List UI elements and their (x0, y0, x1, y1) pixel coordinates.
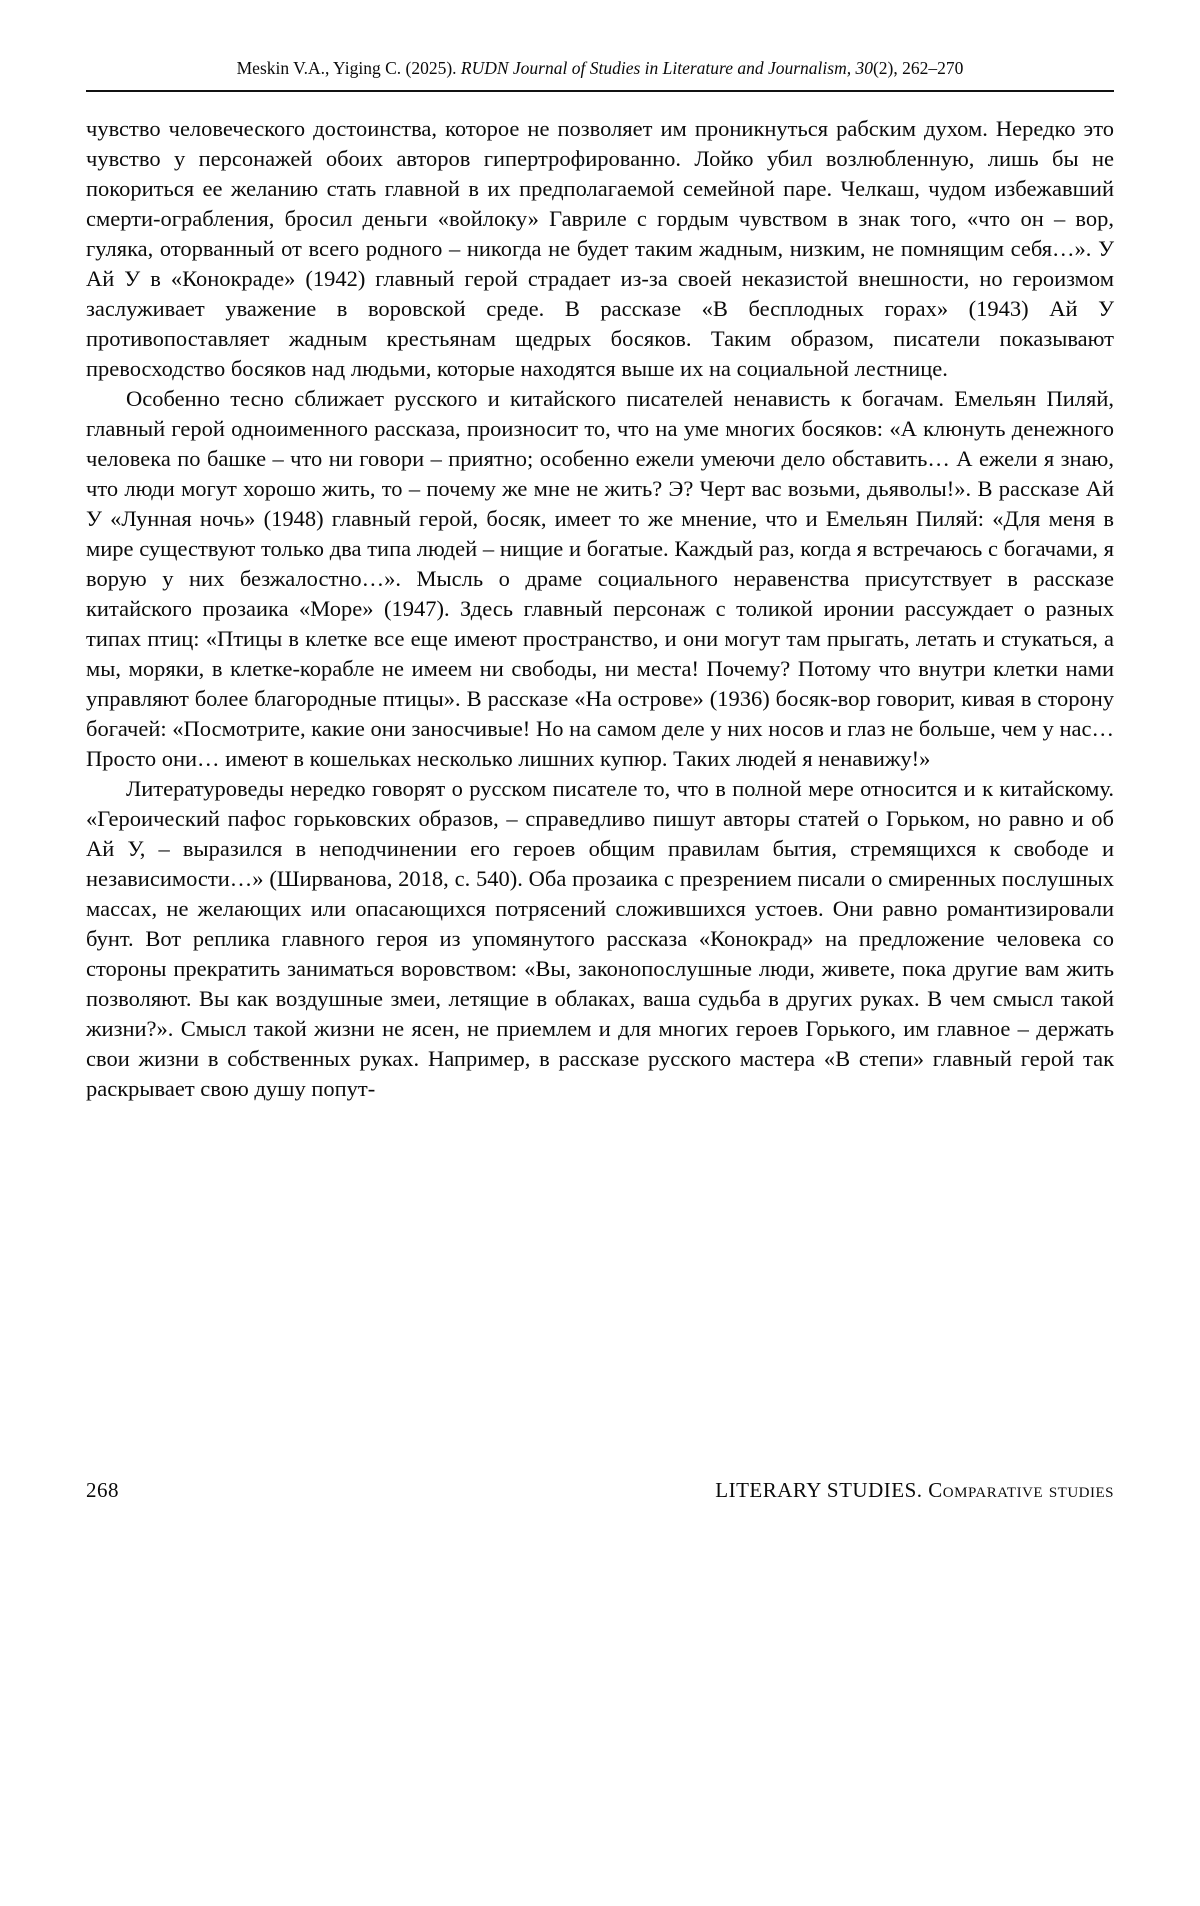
citation-authors: Meskin V.A., Yiging C. (2025). (236, 58, 461, 78)
running-title (715, 1478, 1114, 1503)
running-title-section: LITERARY STUDIES. (715, 1478, 929, 1502)
citation-issue-pages: (2), 262–270 (872, 58, 964, 78)
paragraph: Особенно тесно сближает русского и китайского писателей ненависть к богачам. Емельян Пиляй, главный герой одноименного рассказа, произносит то, что на уме многих босяков: «А клюнуть денежного человека по башке – что ни говори – приятно; особенно ежели умеючи дело обставить… А ежели я знаю, что люди могут хорошо жить, то – почему же мне не жить? Э? Черт вас возьми, дьяволы!». В рассказе Ай У «Лунная ночь» (1948) главный герой, босяк, имеет то же мнение, что и Емельян Пиляй: «Для меня в мире существуют только два типа людей – нищие и богатые. Каждый раз, когда я встречаюсь с богачами, я ворую у них безжалостно…». Мысль о драме социального неравенства присутствует в рассказе китайского прозаика «Море» (1947). Здесь главный персонаж с толикой иронии рассуждает о разных типах птиц: «Птицы в клетке все еще имеют пространство, и они могут там прыгать, летать и стукаться, а мы, моряки, в клетке-корабле не имеем ни свободы, ни места! Почему? Потому что внутри клетки нами управляют более благородные птицы». В рассказе «На острове» (1936) босяк-вор говорит, кивая в сторону богачей: «Посмотрите, какие они заносчивые! Но на самом деле у них носов и глаз не больше, чем у нас… Просто они… имеют в кошельках несколько лишних купюр. Таких людей я ненавижу!» (86, 386, 1114, 771)
page-number: 268 (86, 1478, 119, 1502)
citation-line (86, 56, 1114, 80)
citation-journal-title: RUDN Journal of Studies in Literature and Journalism, 30 (460, 58, 873, 78)
header-divider (86, 90, 1114, 92)
paragraph: Литературоведы нередко говорят о русском писателе то, что в полной мере относится и к китайскому. «Героический пафос горьковских образов, – справедливо пишут авторы статей о Горьком, но равно и об Ай У, – выразился в неподчинении его героев общим правилам бытия, стремящихся к свободе и независимости…» (Ширванова, 2018, с. 540). Оба прозаика с презрением писали о смиренных послушных массах, не желающих или опасающихся потрясений сложившихся устоев. Они равно романтизировали бунт. Вот реплика главного героя из упомянутого рассказа «Конокрад» на предложение человека со стороны прекратить заниматься воровством: «Вы, законопослушные люди, живете, пока другие вам жить позволяют. Вы как воздушные змеи, летящие в облаках, ваша судьба в других руках. В чем смысл такой жизни?». Смысл такой жизни не ясен, не приемлем и для многих героев Горького, им главное – держать свои жизни в собственных руках. Например, в рассказе русского мастера «В степи» главный герой так раскрывает свою душу попут- (86, 776, 1114, 1101)
running-footer (86, 1478, 1114, 1503)
paragraph: чувство человеческого достоинства, которое не позволяет им проникнуться рабским духом. Нередко это чувство у персонажей обоих авторов гипертрофированно. Лойко убил возлюбленную, лишь бы не покориться ее желанию стать главной в их предполагаемой семейной паре. Челкаш, чудом избежавший смерти-ограбления, бросил деньги «войлоку» Гавриле с гордым чувством в знак того, «что он – вор, гуляка, оторванный от всего родного – никогда не будет таким жадным, низким, не помнящим себя…». У Ай У в «Конокраде» (1942) главный герой страдает из-за своей неказистой внешности, но героизмом заслуживает уважение в воровской среде. В рассказе «В бесплодных горах» (1943) Ай У противопоставляет жадным крестьянам щедрых босяков. Таким образом, писатели показывают превосходство босяков над людьми, которые находятся выше их на социальной лестнице. (86, 116, 1114, 381)
running-title-subsection: Comparative studies (928, 1478, 1114, 1502)
article-body (86, 114, 1114, 1104)
running-header (86, 56, 1114, 92)
